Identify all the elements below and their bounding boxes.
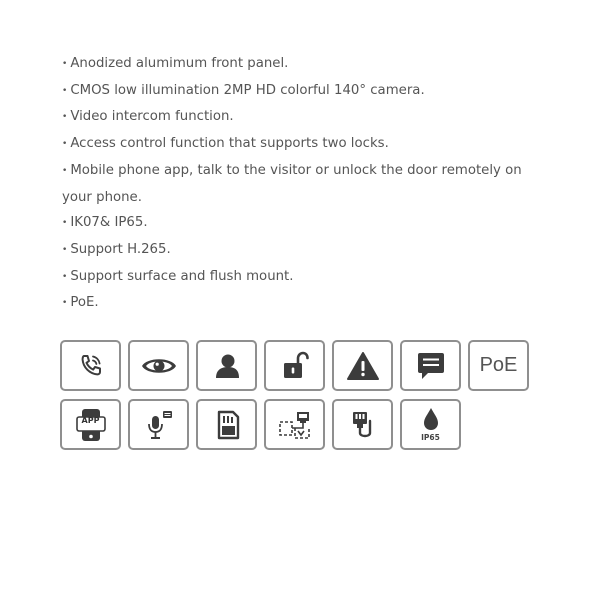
microphone-icon [128, 399, 189, 450]
feature-item-continuation: your phone. [62, 189, 142, 205]
feature-item: • Mobile phone app, talk to the visitor or unlock the door remotely on [62, 162, 522, 178]
network-icon [264, 399, 325, 450]
feature-item: • Access control function that supports two locks. [62, 136, 389, 152]
feature-item: • Support H.265. [62, 241, 171, 257]
feature-list [62, 51, 562, 317]
feature-icon-grid [60, 340, 529, 450]
app-phone-icon: APP [60, 399, 121, 450]
feature-item: • Support surface and flush mount. [62, 268, 294, 284]
unlock-icon [264, 340, 325, 391]
feature-item: • CMOS low illumination 2MP HD colorful 140° camera. [62, 82, 425, 98]
phone-call-icon [60, 340, 121, 391]
cable-connector-icon [332, 399, 393, 450]
eye-icon [128, 340, 189, 391]
feature-item: • PoE. [62, 295, 99, 311]
chat-icon [400, 340, 461, 391]
feature-item: • Video intercom function. [62, 109, 234, 125]
sd-card-icon [196, 399, 257, 450]
warning-icon [332, 340, 393, 391]
poe-icon: PoE [468, 340, 529, 391]
feature-item: • IK07& IP65. [62, 215, 148, 231]
water-drop-icon: IP65 [400, 399, 461, 450]
feature-item: • Anodized alumimum front panel. [62, 56, 289, 71]
person-icon [196, 340, 257, 391]
